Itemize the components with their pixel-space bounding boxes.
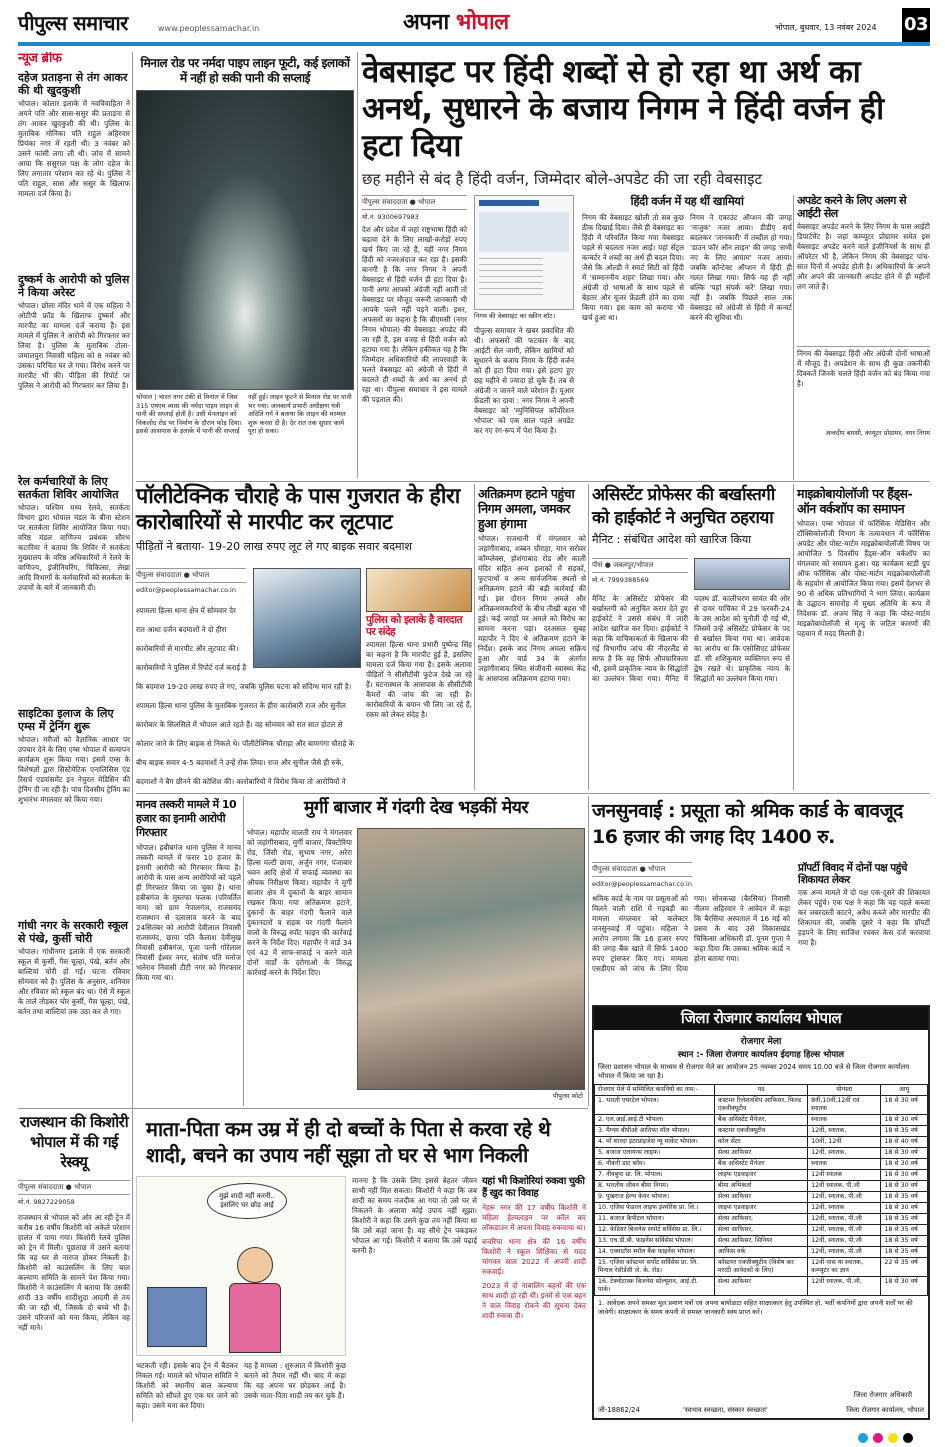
table-cell: 12वीं स्नातक, पी.जी. <box>808 1277 881 1296</box>
child-marriage-col3: मानना है कि उसके लिए इससे बेहतर जीवन साथी नहीं मिल सकता। किशोरी ने कहा कि जब शादी का समय नजदीक आ गया तो उसे घर से निकलने के अलावा कोई उपाय नहीं सूझा। किशोरी ने कहा कि उसने कुछ तय नहीं किया था कि उसे कहां जाना है। वह सीधे ट्रेन पकड़कर भोपाल आ गई। किशोरी ने बताया कि उसे पढ़ाई करनी है। <box>352 1176 477 1255</box>
ad-note: 1. आवेदक अपने समस्त मूल प्रमाण पत्रों एवं अपना बायोडाटा सहित साक्षात्कार हेतु उपस्थित हो, भर्ती कंपनियों द्वारा अपनी शर्तों पर की जावेगी। साक्षात्कार के समय कंपनी से समस्त जानकारी स्वंय प्राप्त करें। <box>598 1299 913 1316</box>
table-cell: 18 से 35 वर्ष <box>881 1214 928 1225</box>
table-cell: 7. नीवबुपा प्रा. लि. भोपाल। <box>595 1170 715 1181</box>
speech-bubble: मुझे शादी नहीं करनी.. इसलिए घर छोड़ आई <box>207 1183 287 1219</box>
divider <box>793 195 794 480</box>
poly-deck: पीड़ितों ने बताया- 19-20 लाख रुपए लूट ले गए बाइक सवार बदमाश <box>136 540 412 553</box>
table-cell: 18 से 30 वर्ष <box>881 1148 928 1159</box>
main-headline: वेबसाइट पर हिंदी शब्दों से हो रहा था अर्थ का अनर्थ, सुधारने के बजाय निगम ने हिंदी वर्जन ही हटा दिया <box>362 54 884 164</box>
ad-slogan: 'स्वभाव स्वच्छता, संस्कार स्वच्छता' <box>683 1406 768 1414</box>
public-hearing-headline: जनसुनवाई : प्रसूता को श्रमिक कार्ड के बावजूद 16 हजार की जगह दिए 1400 रु. <box>592 800 903 848</box>
color-registration-marks <box>858 1428 913 1447</box>
website-url[interactable]: www.peoplessamachar.in <box>158 24 260 33</box>
main-body-col2: पीपुल्स समाचार ने खबर प्रकाशित की थी। अफसरों की फटकार के बाद आईटी सेल जागी, लेकिन खामियों को सुधारने के बजाय निगम के हिंदी वर्जन को ही हटा दिया गया। इसे हटाए हुए छह महीने से ज्यादा हो चुके हैं। तब से अंग्रेजी न जानने वाले परेशान हैं। यूआर फ्रेंडली का दावा : नगर निगम ने अपनी वेबसाइट को 'म्युनिसिपल कॉर्पोरेशन भोपाल' को एक साल पहले अपडेट कर नए रंग-रूप में पेश किया है। <box>474 325 574 435</box>
case-item: 2023 में दो नाबालिग बहनों की एक साथ शादी हो रही थी। इनमें से एक बहन ने बाल विवाह रोकने की सूचना देकर शादी रुकवा दी। <box>482 1281 586 1320</box>
brief-item <box>18 475 130 703</box>
table-cell: 18 से 35 वर्ष <box>881 1236 928 1247</box>
main-body-col3: निगम की वेबसाइट खोली तो सब कुछ ठीक दिखाई दिया। जैसे ही वेबसाइट का हिंदी में परिवर्तित किया गया वेबसाइट पहले से बदलता नजर आई। यहां सेंट्रल कन्वर्टर ने शब्दों का अर्थ ही बदल दिया। जैसे कि ओल्डी ने स्मार्ट सिटी को हिंदी में 'सम्माननीय शहर' लिखा गया। और अंग्रेजी दो भाषाओं के साथ पहले से बेहतर और यूजर फ्रेंडली होने का दावा किया गया। इस काम को कराया भी खर्च हुआ था। <box>582 213 684 322</box>
table-cell: 12वीं, स्नातक, पी.जी <box>808 1214 881 1225</box>
table-row <box>595 1247 928 1258</box>
table-row <box>595 1181 928 1192</box>
divider <box>18 1108 588 1109</box>
mayor-body: भोपाल। महापौर मालती राय ने मंगलवार को जहांगीराबाद, मुर्गी बाजार, विक्टोरिया रोड, जिंसी रोड, सुभाष नगर, अरेरा हिल्स मल्टी छाया, अर्जुन नगर, पंजाबार भवन आदि क्षेत्रों में सफाई व्यवस्था का औचक निरीक्षण किया। महापौर ने मुर्गी बाजार क्षेत्र में दुकानों के बाहर सामान रखकर किया गया अतिक्रमण हटाने, दुकानों के बाहर गंदगी फैलाने वाले दुकानदारों व सड़क पर गंदगी फैलाने वालों के विरुद्ध स्पॉट फाइन की कार्रवाई करने के निर्देश दिए। महापौर ने वार्ड 34 एवं 42 में साफ-सफाई न करने वाले दोनों वार्डों के दरोगाओं के विरुद्ध कार्रवाई करने के निर्देश दिए। <box>247 828 352 977</box>
table-row <box>595 1203 928 1214</box>
poly-body: श्यामला हिल्स थाना क्षेत्र में सोमवार देर रात आधा दर्जन बदमाशों ने दो हीरा कारोबारियों से मारपीट और लूटपाट की। कारोबारियों ने पुलिस में रिपोर्ट दर्ज कराई है कि बदमाश 19-20 लाख रुपए ले गए, जबकि पुलिस घटना को संदिग्ध मान रही है। श्यामला हिल्स थाना पुलिस के मुताबिक गुजरात के हीरा कारोबारी राज और सुनील कारोबार के सिलसिले में भोपाल आते रहते हैं। वह सोमवार को रात सात होटल से कोलार जाने के लिए बाइक से निकले थे। पॉलीटेक्निक चौराहा और बाणगंगा चौराहे के बीच बाइक सवार 4-5 बदमाशों ने उन्हें रोक लिया। राज और सुनील जैसे ही रुके, बदमाशों ने बैग छीनने की कोशिश की। कारोबारियों ने विरोध किया तो आरोपियों ने <box>136 605 355 786</box>
minal-headline: मिनाल रोड पर नर्मदा पाइप लाइन फूटी, कई इलाकों में नहीं हो सकी पानी की सप्लाई <box>140 56 350 85</box>
brief-title: रेल कर्मचारियों के लिए सतर्कता शिविर आयोजित <box>18 474 119 501</box>
table-row <box>595 1126 928 1137</box>
brief-item <box>18 919 130 1087</box>
table-cell: सेल्स आफिसर <box>714 1148 807 1159</box>
hearing-byline: पीपुल्स संवाददाता ● भोपाल <box>592 862 692 877</box>
news-brief-column <box>18 52 130 1107</box>
screenshot-caption: निगम की वेबसाइट का स्क्रीन शॉट। <box>474 312 556 320</box>
table-cell: 2. एल.आई.आई.टी भोपाल। <box>595 1115 715 1126</box>
table-cell: लाइफ एडवाइजर <box>714 1203 807 1214</box>
table-cell: कॉस्टमर एक्जीक्यूटीव (विशेष कर मराठी आवेदकों के लिए) <box>714 1258 807 1277</box>
main-story-body <box>362 195 792 480</box>
sidebar-title: अपडेट करने के लिए अलग से आईटी सेल <box>797 194 907 220</box>
professor-byline: पीसं ● जबलपुर/भोपाल <box>592 558 688 573</box>
table-row <box>595 1148 928 1159</box>
case-item: बजरिया थाना क्षेत्र की 16 वर्षीय किशोरी ने स्कूल शिक्षिका से मदद मांगकर साल 2022 में अपनी शादी रुकवाई। <box>482 1237 586 1276</box>
professor-story <box>592 484 790 790</box>
divider <box>136 793 930 794</box>
rescue-body: राजस्थान से भोपाल को ओर आ रही ट्रेन में करीब 16 वर्षीय किशोरी को अकेले परेशान हालत में पाया गया। किशोरी रेलवे पुलिस को ट्रेन में मिली। पूछताछ में उसने बताया कि वह घर से नाराज होकर निकली है। किशोरी को काउंसलिंग के लिए बाल कल्याण समिति के सामने पेश किया गया। किशोरी ने काउंसलिंग में बताया कि उसकी शादी 33 वर्षीय शादीशुदा आदमी से तय की जा रही थी, जिसके दो बच्चे भी हैं। उसने परिजनों को मना किया, लेकिन वह नहीं माने। <box>18 1212 130 1332</box>
flaws-box-title: हिंदी वर्जन में यह थीं खामियां <box>630 194 744 208</box>
table-row <box>595 1277 928 1296</box>
main-story <box>362 54 930 194</box>
table-cell: 10. एजिस फेडरल लाइफ इंश्योरेंस प्रा. लि.। <box>595 1203 715 1214</box>
sidebar-body: वेबसाइट अपडेट करने के लिए निगम के पास आईटी डिपार्टमेंट है। जहां कम्प्यूटर प्रोग्रामर समेत इस वेबसाइट अपडेट करने वाले इंजीनियर्स के साथ ही ऑपरेटर भी है, लेकिन निगम की वेबसाइट पांच-सात दिनों में अपडेट होती है। अधिकारियों के अपने और अपने की जानकारी अपडेट होने में ही महीनों लग जाते हैं। <box>797 222 930 292</box>
table-cell: 5. बजाज एलायन्स लाइफ। <box>595 1148 715 1159</box>
professor-mobile: मो.नं. 7999388569 <box>592 576 649 584</box>
child-marriage-headline: माता-पिता कम उम्र में ही दो बच्चों के पिता से करवा रहे थे शादी, बचने का उपाय नहीं सूझा तो घर से भाग निकली <box>146 1117 551 1167</box>
divider <box>474 484 475 790</box>
table-cell: 12वीं स्नातक, पी.जी <box>808 1181 881 1192</box>
table-cell: लाइफ एडवाइजर <box>714 1170 807 1181</box>
microbiology-story <box>797 486 930 790</box>
ad-title: जिला रोजगार कार्यालय भोपाल <box>594 1007 928 1030</box>
photo-caption: भोपाल | भारत नगर टंकी से मिनाल में जिस 315 एमएम व्यास की नर्मदा पाइप लाइन से पानी की सप्लाई होती है। उसी मेनलाइन को चिकलोद रोड पर निर्माण के दौरान फोड़ दिया। इससे आसपास के इलाके में पानी की सप्लाई नहीं हुई। लाइन फूटने से मिनाल रोड पर पानी भर गया। जलकार्य प्रभारी अधीक्षण यंत्री अदिति गर्ग ने बताया कि लाइन की मरम्मत शुरू करवा दी है। देर रात तक सुधार कार्य पूरा हो सका। <box>136 393 352 435</box>
divider <box>132 52 133 1112</box>
brief-title: गांधी नगर के सरकारी स्कूल से पंखे, कुर्सी चोरी <box>18 918 128 945</box>
table-cell: सेल्स आफिसर, <box>714 1214 807 1225</box>
table-cell: 12. केडियर बिजनेस सपोर्ट सर्विसेस प्रा. लि.। <box>595 1225 715 1236</box>
newspaper-logo: पीपुल्स समाचार <box>18 11 128 35</box>
table-cell: 14. एक्वाटॉस स्मॉल बैंक फाइनेंस भोपाल। <box>595 1247 715 1258</box>
column-header: आयु <box>881 1085 928 1096</box>
sidebar-quote: निगम की वेबसाइट हिंदी और अंग्रेजी दोनों भाषाओं में मौजूद है। अपडेशन के साथ ही कुछ तकनीकी दिक्कतें जिनके चलते हिंदी वर्जन को बंद किया गया है। <box>797 346 930 426</box>
table-cell: 12वीं, स्नातक, <box>808 1148 881 1159</box>
rescue-headline: राजस्थान की किशोरी भोपाल में की गई रेस्क्यू <box>19 1113 129 1171</box>
mayor-inspection-photo <box>357 828 585 1090</box>
table-row <box>595 1225 928 1236</box>
divider <box>793 484 794 790</box>
table-cell: 18 से 35 वर्ष <box>881 1192 928 1203</box>
column-header: पद <box>714 1085 807 1096</box>
professor-body: मैनिट के असिस्टेंट प्रोफेसर की बर्खास्तगी को अनुचित करार देते हुए हाईकोर्ट ने उससे संबंध में जारी आदेश खारिज कर दिया। हाईकोर्ट ने कहा कि याचिकाकर्ता के खिलाफ की गई विभागीय जांच की नीदरलैंड से साफ है कि वह सिर्फ औपचारिकता थी, इसमें प्राकृतिक न्याय के सिद्धांतों का उल्लंघन किया गया। मैनिट में पदस्थ डॉ. कालीचरण सावंत की ओर से दायर याचिका में 29 फरवरी-24 के उस आदेश को चुनौती दी गई थी, जिसमें उन्हें असिस्टेंट प्रोफेसर के पद से बर्खास्त किया गया था। आवेदक का आरोप था कि एसोसिएट प्रोफेसर डॉ. सी शशिकुमार व्यक्तिगत रूप से द्वेष रखते थे। प्राकृतिक न्याय के सिद्धांतों का उल्लंघन किया गया। <box>592 594 790 683</box>
table-cell: 8. भारतीय जीवन बीमा निगम। <box>595 1181 715 1192</box>
table-cell: सेल्स आफिसर <box>714 1277 807 1296</box>
table-cell: आफिस वर्क <box>714 1247 807 1258</box>
brief-title: दहेज प्रताड़ना से तंग आकर की थी खुदकुशी <box>18 70 128 97</box>
ad-footer <box>598 1390 924 1414</box>
table-row <box>595 1236 928 1247</box>
table-cell: 18 से 35 वर्ष <box>881 1225 928 1236</box>
employment-fair-ad <box>592 1005 930 1420</box>
microbiology-headline: माइक्रोबायोलॉजी पर हैंड्स-ऑन वर्कशॉप का समापन <box>797 486 913 516</box>
ad-venue: स्थान :- जिला रोजगार कार्यालय ईदगाह हिल्स भोपाल <box>677 1050 845 1061</box>
main-body-col1: देश और प्रदेश में जहां राष्ट्रभाषा हिंदी को बढ़ावा देने के लिए लाखों-करोड़ों रुपए खर्च किए जा रहे हैं, वहीं नगर निगम हिंदी को नजरअंदाज कर रहा है। इसकी बानगी है कि नगर निगम ने अपनी वेबसाइट से हिंदी वर्जन ही हटा दिया है। यानी अगर आपको अंग्रेजी नहीं आती तो वेबसाइट पर मौजूद जरूरी जानकारी भी आपके पल्ले नहीं पड़ने वाली। इधर, अफसरों का कहना है कि बीएमसी (नगर निगम भोपाल) की वेबसाइट अपडेट की जा रही है, इस वजह से हिंदी वर्जन को हटाया गया है। लेकिन हकीकत यह है कि जिम्मेदार अधिकारियों की लापरवाही के चलते वेबसाइट को अंग्रेजी से हिंदी में बदलते ही शब्दों के अर्थ का अनर्थ हो रहा था। पीपुल्स समाचार ने इस मामले की पड़ताल की। <box>362 224 467 404</box>
table-cell: 9. पुखराज हेल्थ केयर भोपाल। <box>595 1192 715 1203</box>
main-body-col4: निगम ने एकाउंट ऑप्शन की जगह 'नाजुक' नजर आया। डीडीए सर्च बदलकर 'जानकारी' में तब्दील हो गया। 'डाउन फॉर ऑन लाइन' की जगह 'सभी नए के लिए आयाम' नजर आया। जबकि कॉन्टेक्ट ऑप्शन में हिंदी ही गलत लिखा गया। सिर्फ यह ही नहीं बल्कि 'यहां संपर्क करें' लिखा गया। नहीं है। जबकि पिछले साल तक वेबसाइट को अंग्रेजी से हिंदी में कन्वर्ट करने की सुविधा थी। <box>690 213 792 322</box>
page-number: 03 <box>902 8 930 42</box>
brief-title: दुष्कर्म के आरोपी को पुलिस ने किया अरेस्ट <box>18 272 130 299</box>
table-cell: 22 से 35 वर्ष <box>881 1258 928 1277</box>
manit-building-photo <box>694 558 790 590</box>
divider <box>588 796 589 1106</box>
table-cell: सेल्स आफिसर, <box>714 1225 807 1236</box>
poly-email[interactable]: editor@peoplessamachar.co.in <box>136 586 236 594</box>
table-cell: 3. मैग्नम बीपीओ आतिफा मॉल भोपाल। <box>595 1126 715 1137</box>
hearing-email[interactable]: editor@peoplessamachar.co.in <box>592 880 692 888</box>
brief-item <box>18 71 130 269</box>
table-cell: सेल्स आफिसर, सिनियर <box>714 1236 807 1247</box>
section-title-a: अपना <box>403 10 449 35</box>
table-row <box>595 1170 928 1181</box>
section-title-b: भोपाल <box>455 10 509 35</box>
it-cell-sidebar <box>797 195 930 480</box>
case-item: नेहरू नगर की 17 वर्षीय किशोरी ने महिला हेल्पलाइन पर कॉल कर लॉकडाउन में अपना विवाह रुकवाया था। <box>482 1203 586 1232</box>
encroachment-story <box>478 486 586 790</box>
table-cell: 11. बजाज कैपीटल भोपाल। <box>595 1214 715 1225</box>
header-rule <box>18 42 930 46</box>
brief-item <box>18 707 130 915</box>
ad-event: रोजगार मेला <box>740 1037 782 1048</box>
table-cell: 18 से 30 वर्ष <box>881 1170 928 1181</box>
table-cell: बैंक असिस्टेंट मैनेजर <box>714 1159 807 1170</box>
table-cell: 13. एच.डी.बी. फाइनेंस सर्विसेस भोपाल। <box>595 1236 715 1247</box>
polytechnic-story <box>136 484 472 790</box>
table-cell: 12वीं, स्नातक, पी.जी <box>808 1225 881 1236</box>
encroachment-body: भोपाल। राजधानी में मंगलवार को जहांगीराबाद, शब्बन चौराहा, मान सरोवर कॉम्प्लेक्स, होशंगाबाद रोड और काली मंदिर सहित अन्य इलाकों में सड़कों, फुटपाथों व अन्य सार्वजनिक स्थलों से अतिक्रमण हटाने की बड़ी कार्रवाई की गई। इस दौरान निगम अमले और अतिक्रमणकारियों के बीच तीखी बहस भी हुई। कई जगहों पर अमले को विरोध का सामना करना पड़ा। दरअसल सुबह महापौर ने दिए थे अतिक्रमण हटाने के निर्देश। इसके बाद निगम अमला सक्रिय हुआ और वार्ड 34 के अंतर्गत जहांगीराबाद स्थित संजीवनी स्वास्थ्य केंद्र के आसपास अतिक्रमण हटाया गया। <box>478 534 586 683</box>
poly-byline: पीपुल्स संवाददाता ● भोपाल <box>136 568 246 583</box>
table-cell: 18 से 30 वर्ष <box>881 1115 928 1126</box>
sidebar-sign: अन्वदीप बारसी, कंप्यूटर प्रोग्रामर, नगर निगम <box>825 429 930 438</box>
ad-office: जिला रोजगार कार्यालय, भोपाल <box>846 1406 924 1414</box>
professor-headline: असिस्टेंट प्रोफेसर की बर्खास्तगी को हाईकोर्ट ने अनुचित ठहराया <box>592 485 775 528</box>
microbiology-body: भोपाल। एम्स भोपाल में फॉरेंसिक मेडिसिन और टॉक्सिकोलॉजी विभाग के तत्वावधान में फॉरेंसिक अपडेट और पोस्ट-मार्टम माइक्रोबायोलॉजी विषय पर आयोजित 5 दिवसीय हैंड्स-ऑन वर्कशॉप का मंगलवार को समापन हुआ। यह कार्यक्रम स्टडी ग्रुप ऑफ फॉरेंसिक और पोस्ट-मार्टम माइक्रोबायोलॉजी के सहयोग से आयोजित किया गया। इसमें देशभर से 90 से अधिक प्रतिभागियों ने भाग लिया। कार्यक्रम के उद्घाटन समारोह में मुख्य अतिथि के रूप में निदेशक डॉ. अजय सिंह ने कहा कि पोस्ट-मार्टम माइक्रोबायोलॉजी से मृत्यु के जटिल कारणों की पहचान में मदद मिलती है। <box>797 519 930 638</box>
trafficking-story <box>136 798 241 1106</box>
table-cell: 6. नौकरी डाट कॉम। <box>595 1159 715 1170</box>
brief-body: भोपाल। गांधीनगर इलाके में एक सरकारी स्कूल से कुर्सी, गैस चूल्हा, पंखे, बर्तन और बाल्टियां चोरी हो गई। घटना रविवार सोमवार को है। पुलिस के अनुसार, शनिवार और रविवार को स्कूल बंद था। ऐसे में स्कूल के ताले तोड़कर चोर कुर्सी, गैस चूल्हा, पंखे, बर्तन तथा बाल्टियां तक उठा कर ले गए। <box>18 946 130 1016</box>
companies-table <box>594 1084 928 1296</box>
website-screenshot <box>474 195 574 310</box>
child-marriage-col2: यह है मामला : शुरुआत में किशोरी कुछ बताने को तैयार नहीं थी। बाद में कहा कि वह अपना घर छोड़कर आई है। उसके माता-पिता शादी तय कर चुके हैं। <box>244 1361 346 1400</box>
property-dispute-body: एक अन्य मामले में दो पक्ष एक-दूसरे की शिकायत लेकर पहुंचे। एक पक्ष ने कहा कि वह पहले कब्जा कर जबरदस्ती काटने, अवैध कब्जे और मारपीट की शिकायत की, जबकि दूसरे ने कहा कि प्रॉपर्टी हड़पने के लिए साजिश रचकर केस दर्ज करवाया गया है। <box>798 888 930 948</box>
table-cell: 12वीं, स्नातक <box>808 1203 881 1214</box>
table-cell: 18 से 30 वर्ष <box>881 1277 928 1296</box>
bag-illustration <box>366 568 472 612</box>
encroachment-headline: अतिक्रमण हटाने पहुंचा निगम अमला, जमकर हुआ हंगामा <box>478 486 575 531</box>
ad-intro: जिला प्रशासन भोपाल के माध्यम से रोजगार मेले का आयोजन 25 नवम्बर 2024 समय 10.00 बजे से जिला रोजगार कार्यालय भोपाल में किया जा रहा है। <box>598 1063 910 1081</box>
main-deck: छह महीने से बंद है हिंदी वर्जन, जिम्मेदार बोले-अपडेट की जा रही वेबसाइट <box>362 170 763 188</box>
table-row <box>595 1214 928 1225</box>
table-cell: स्नातक <box>808 1159 881 1170</box>
trafficking-headline: मानव तस्करी मामले में 10 हजार का इनामी आरोपी गिरफ्तार <box>136 798 237 839</box>
masthead <box>18 8 930 44</box>
table-cell: सेल्स आफिसर <box>714 1192 807 1203</box>
trafficking-body: भोपाल। हबीबगंज थाना पुलिस ने मानव तस्करी मामले में फरार 10 हजार के इनामी आरोपी को गिरफ्तार किया है। आरोपी के पास अन्य आरोपियों को पहले ही गिरफ्तार किया जा चुका है। थाना हबीबगंज के मुस्तफा फलक (परिवर्तित नाम) को ग्राम नेपालगंज, राजसमंद राजस्थान से दलालाव करने के बाद 24सितंबर को आरोपी देवीलाल निवासी राजसमंद, छाया पति कैलाश देवीमुख निवासी हबीबगंज, पूजा पत्नी गोरेलाल निवासी ईश्वर नगर, संतोष पति मनोज भलेराव निवासी टीटी नगर को गिरफ्तार किया गया था। <box>136 843 241 982</box>
runaway-cartoon <box>136 1176 346 1356</box>
table-cell: 18 से 30 वर्ष <box>881 1096 928 1115</box>
mayor-headline: मुर्गी बाजार में गंदगी देख भड़कीं मेयर <box>303 798 529 818</box>
divider <box>243 796 244 1106</box>
child-marriage-story <box>136 1116 586 1422</box>
table-cell: 1. भारती एयरटेल भोपाल। <box>595 1096 715 1115</box>
brief-item <box>18 273 130 471</box>
table-cell: 18 से 35 वर्ष <box>881 1126 928 1137</box>
brief-body: भोपाल। मरीजों को वैज्ञानिक आधार पर उपचार देने के लिए एम्स भोपाल में सत्यापन कार्यक्रम शुरू किया गया। इसमें एम्स के विशेषज्ञों द्वारा सिस्टेमेटिक एनालिसिस एंड रिसर्च एडवांसमेंट इन नेचुरल मेडिसिन की ट्रेनिंग दी जा रही है। पांच दिवसीय ट्रेनिंग का शुभारंभ मंगलवार को किया गया। <box>18 734 130 804</box>
other-cases-title: यहां भी किशोरियां रुकवा चुकी हैं खुद का विवाह <box>482 1176 585 1199</box>
table-row <box>595 1115 928 1126</box>
table-row <box>595 1258 928 1277</box>
table-cell: 15. एजिस कॉस्टमर सर्पोट सर्विसेस प्रा. लि. मिनाल रेसीडेंसी जे. के. रोड। <box>595 1258 715 1277</box>
poly-body-wrap <box>136 568 361 790</box>
ad-signatory: जिला रोजगार अधिकारी <box>853 1391 912 1399</box>
public-hearing-story <box>592 798 930 1000</box>
box-body: श्यामला हिल्स थाना प्रभारी पुष्पेन्द्र सिंह का कहना है कि मारपीट हुई है, इसलिए मामला दर्ज किया गया है। इसके अलावा पीड़ितों ने सीसीटीवी फुटेज देखे जा रहे हैं। घटनास्थल के आसपास के सीसीटीवी कैमरों की जांच की जा रही है। कारोबारियों के बयान भी लिए जा रहे हैं, रकम को लेकर संदेह है। <box>366 640 472 720</box>
box-title: पुलिस को इलाके है वारदात पर संदेह <box>366 614 463 639</box>
table-cell: कस्टमर एक्जीक्यूटीव <box>714 1126 807 1137</box>
divider <box>588 484 589 790</box>
table-cell: 18 से 30 वर्ष <box>881 1203 928 1214</box>
table-cell: स्नातक <box>808 1115 881 1126</box>
table-cell: 18 से 30 वर्ष <box>881 1159 928 1170</box>
table-cell: 16. टेक्नोटास्क बिजनेस सोल्यूशन, आई.टी. पार्क। <box>595 1277 715 1296</box>
table-cell: 12वीं पास या स्नातक, कम्प्यूटर का ज्ञान <box>808 1258 881 1277</box>
table-cell: 18 से 30 वर्ष <box>881 1181 928 1192</box>
table-cell: कस्टमर रिलेशनशिप आफिसर, फिल्ड एक्जीक्यूटीव <box>714 1096 807 1115</box>
robbery-illustration <box>253 568 361 668</box>
table-row <box>595 1137 928 1148</box>
professor-deck: मैनिट : संबंधित आदेश को खारिज किया <box>592 533 752 546</box>
rescue-byline: पीपुल्स संवाददाता ● भोपाल <box>18 1180 130 1195</box>
chicken-market-story <box>247 798 585 1106</box>
table-row <box>595 1159 928 1170</box>
section-title <box>403 10 509 35</box>
child-marriage-col1: भटकती रही। इसके बाद ट्रेन में बैठकर निकल गई। मामले को भोपाल समिति ने किशोरी को स्थानीय बाल कल्याण समिति को सौंपते हुए एक घर जाने को कहा। उसने मना कर दिया। <box>136 1361 238 1410</box>
table-cell: कॉल सेंटर <box>714 1137 807 1148</box>
police-suspicion-box <box>366 568 472 790</box>
column-header: योग्यता <box>808 1085 881 1096</box>
main-byline: पीपुल्स संवाददाता ● भोपाल <box>362 195 467 210</box>
table-cell: 12वीं, स्नातक, पी.जी <box>808 1247 881 1258</box>
table-cell: 12वीं, स्नातक, <box>808 1126 881 1137</box>
table-cell: बीमा अभिकर्ता <box>714 1181 807 1192</box>
rescue-mobile: मो.नं. 9827229058 <box>18 1198 75 1206</box>
brief-body: भोपाल। कोलार इलाके में नवविवाहिता ने अपने पति और सास-ससुर की प्रताड़ना से तंग आकर खुदकुशी की थी। पुलिस के मुताबिक मोनिका पति राहुल अहिरवार प्रियंका नगर में रहती थी। 3 नवंबर को उसने फांसी लगा ली थी। जांच में सामने आया कि ससुराल पक्ष के लोग दहेज के लिए लगातार परेशान कर रहे थे। पुलिस ने पति राहुल, सास और ससुर के खिलाफ मामला दर्ज किया है। <box>18 98 130 198</box>
news-brief-label: न्यूज ब्रीफ <box>18 52 62 66</box>
table-row <box>595 1096 928 1115</box>
property-dispute-title: प्रॉपर्टी विवाद में दोनों पक्ष पहुंचे शिकायत लेकर <box>798 862 907 887</box>
column-header: रोजगार मेले में सम्मिलित कंपनियों का नाम:- <box>595 1085 715 1096</box>
table-cell: 8वीं,10वीं,12वीं एवं स्नातक <box>808 1096 881 1115</box>
table-header <box>595 1085 928 1096</box>
ad-code: जी-18862/24 <box>598 1406 640 1414</box>
divider <box>136 481 930 482</box>
brief-body: भोपाल। छोला मंदिर थाने में एक महिला ने ओटीपी फ्रॉड के खिलाफ दुष्कर्म और मारपीट का मामला दर्ज कराया है। इस मामले में पुलिस ने आरोपी को गिरफ्तार कर लिया है। पुलिस के मुताबिक टोला-जमालपुरा निवासी महिला को 8 नवंबर को उसका परिचित घर ले गया। विरोध करने पर मारपीट भी की। पीड़िता की रिपोर्ट पर पुलिस ने आरोपी को गिरफ्तार कर लिया है। <box>18 300 130 390</box>
minal-road-story <box>136 56 354 478</box>
table-cell: 10वीं, 12वीं <box>808 1137 881 1148</box>
table-cell: 12वीं, स्नातक, पी.जी <box>808 1192 881 1203</box>
table-cell: 18 से 35 वर्ष <box>881 1247 928 1258</box>
divider <box>132 1112 133 1422</box>
table-row <box>595 1192 928 1203</box>
table-cell: 18 से 40 वर्ष <box>881 1137 928 1148</box>
brief-title: साइटिका इलाज के लिए एम्स में ट्रेनिंग शुरू <box>18 706 114 733</box>
photo-credit: पीपुल्स फोटो <box>552 1092 583 1100</box>
table-cell: 12वीं, स्नातक, पी.जी <box>808 1236 881 1247</box>
reporter-mobile: मो.नं. 9300697983 <box>362 213 419 221</box>
table-cell: 12वीं स्नातक <box>808 1170 881 1181</box>
hearing-body: श्रमिक कार्ड के नाम पर प्रसूताओं को मिलने वाली राशि में गड़बड़ी का मामला मंगलवार को कलेक्टर जनसुनवाई में पहुंचा। महिला ने आरोप लगाया कि 16 हजार रुपए की जगह बैंक खाते में सिर्फ 1400 रुपए ट्रांसफर किए गए। मामला एसडीएम को जांच के लिए दिया गया। सोनकच्छ (बैरसिया) निवासी नीलम अहिरवार ने आवेदन में कहा कि बैरसिया अस्पताल में 16 मई को प्रसव के बाद उसे विकासखंड चिकित्सा अधिकारी डॉ. पूनम गुप्ता ने कहा दिया कि उसका श्रमिक कार्ड न होना बताया गया। <box>592 894 790 973</box>
divider <box>357 52 358 478</box>
date-line: भोपाल, बुधवार, 13 नवंबर 2024 <box>775 23 877 32</box>
poly-headline: पॉलीटेक्निक चौराहे के पास गुजरात के हीरा कारोबारियों से मारपीट कर लूटपाट <box>136 484 460 535</box>
brief-body: भोपाल। पश्चिम मध्य रेलवे, सतर्कता विभाग द्वारा भोपाल मंडल के बीना स्टेशन पर सतर्कता शिविर आयोजित किया गया। वरिष्ठ मंडल वाणिज्य प्रबंधक सौरभ कटारिया ने बताया कि शिविर में सतर्कता मुख्यालय के वरिष्ठ अधिकारियों ने रेलवे के वाणिज्य, इंजीनियरिंग, चिकित्सा, लेखा आदि विभागों के कर्मचारियों को सतर्कता के उपायों के बारे में जानकारी दी। <box>18 502 130 592</box>
other-cases-box <box>482 1176 586 1422</box>
table-cell: 4. माँ शारदा इंटरप्राइजेस न्यू मार्केट भोपाल। <box>595 1137 715 1148</box>
pipeline-burst-photo <box>136 90 354 390</box>
table-cell: बैंक असिस्टेंट मैनेजर, <box>714 1115 807 1126</box>
rajasthan-rescue-story <box>18 1112 130 1422</box>
